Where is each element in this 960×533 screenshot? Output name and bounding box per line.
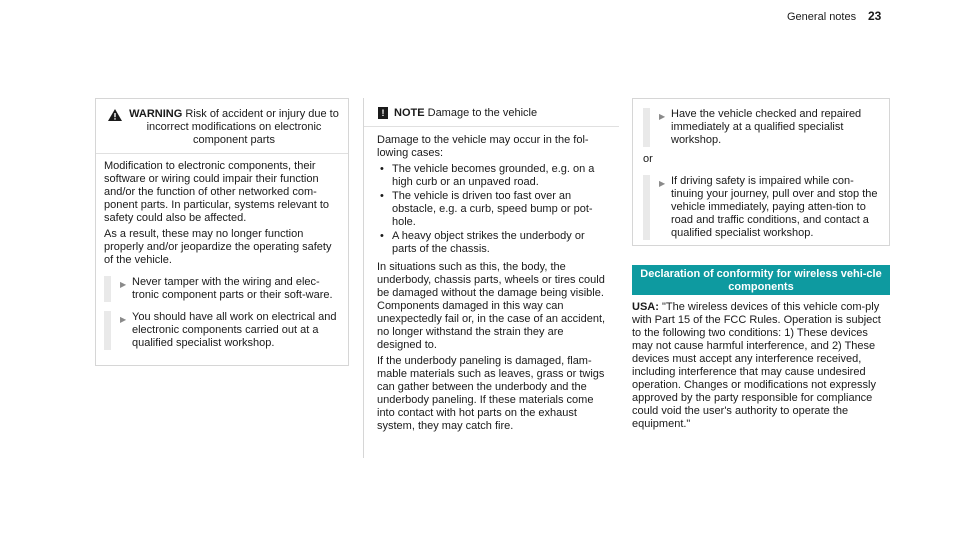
warning-paragraph-1: Modification to electronic components, their software or wiring could impair their function and/or the function of other networked com-ponent parts. In particular, systems relevant to safety could also be affected.	[104, 160, 330, 224]
or-text: or	[643, 153, 653, 165]
warning-title: Risk of accident or injury due to incorrect modifications on electronic component parts	[146, 108, 339, 146]
note-paragraph-1: In situations such as this, the body, the underbody, chassis parts, wheels or tires could be damaged without the damage being visible. Components damaged in this way can unexpectedly fail or, in the case of an accident, no longer withstand the strain they are designed to.	[377, 261, 606, 351]
step-2	[643, 175, 881, 240]
declaration-body	[632, 301, 890, 431]
declaration-text: "The wireless devices of this vehicle com-ply with Part 15 of the FCC Rules. Operation is subject to the following two conditions: 1) These devices may not cause harmful interference, and 2) These devices must accept any interference received, including interference that may cause undesired operation. Changes or modifications not expressly approved by the party responsible for compliance could void the user's authority to operate the equipment."	[632, 301, 881, 430]
step-bar	[104, 276, 111, 302]
warning-triangle-icon	[108, 108, 124, 147]
step-bar	[643, 175, 650, 240]
warning-heading	[128, 108, 340, 147]
warning-step-2	[104, 311, 340, 350]
step-2-text: If driving safety is impaired while con-tinuing your journey, pull over and stop the vehicle immediately, paying atten-tion to road and traffic conditions, and contact a qualified specialist workshop.	[671, 175, 878, 239]
list-item: • The vehicle is driven too fast over an obstacle, e.g. a curb, speed bump or pot-hole.	[377, 190, 609, 229]
section-title: General notes	[787, 11, 857, 23]
usa-label: USA:	[632, 301, 659, 313]
step-arrow-icon: ▶	[659, 112, 666, 121]
step-bar	[643, 108, 650, 147]
step-arrow-icon: ▶	[120, 280, 127, 289]
divider	[96, 153, 348, 154]
step-bar	[104, 311, 111, 350]
list-item: • A heavy object strikes the underbody or parts of the chassis.	[377, 230, 609, 256]
note-paragraph-2: If the underbody paneling is damaged, flam-mable materials such as leaves, grass or twigs can gather between the underbody and the underbody paneling. If these materials come into contact with hot parts on the exhaust system, they may catch fire.	[377, 355, 605, 432]
page-number: 23	[868, 9, 882, 23]
step-1-text: Have the vehicle checked and repaired immediately at a qualified specialist workshop.	[671, 108, 862, 146]
list-item: • The vehicle becomes grounded, e.g. on a high curb or an unpaved road.	[377, 163, 609, 189]
step-arrow-icon: ▶	[120, 315, 127, 324]
note-intro: Damage to the vehicle may occur in the fol-lowing cases:	[377, 134, 589, 159]
step-arrow-icon: ▶	[659, 179, 666, 188]
warning-step-2-text: You should have all work on electrical and electronic components carried out at a qualified specialist workshop.	[132, 311, 337, 349]
note-label: NOTE	[394, 107, 425, 119]
warning-label: WARNING	[129, 108, 183, 120]
warning-box	[95, 98, 349, 366]
note-box	[363, 98, 619, 458]
warning-step-1-text: Never tamper with the wiring and elec-tronic component parts or their soft-ware.	[132, 276, 333, 301]
step-1	[643, 108, 881, 147]
note-bullets	[377, 163, 609, 256]
warning-step-1	[104, 276, 340, 302]
steps-box	[632, 98, 890, 246]
exclamation-icon: !	[378, 107, 388, 119]
warning-paragraph-2: As a result, these may no longer function properly and/or jeopardize the operating safety of the vehicle.	[104, 228, 332, 266]
divider	[364, 126, 619, 127]
note-title: Damage to the vehicle	[427, 107, 538, 119]
declaration-heading: Declaration of conformity for wireless vehi-cle components	[632, 265, 890, 295]
